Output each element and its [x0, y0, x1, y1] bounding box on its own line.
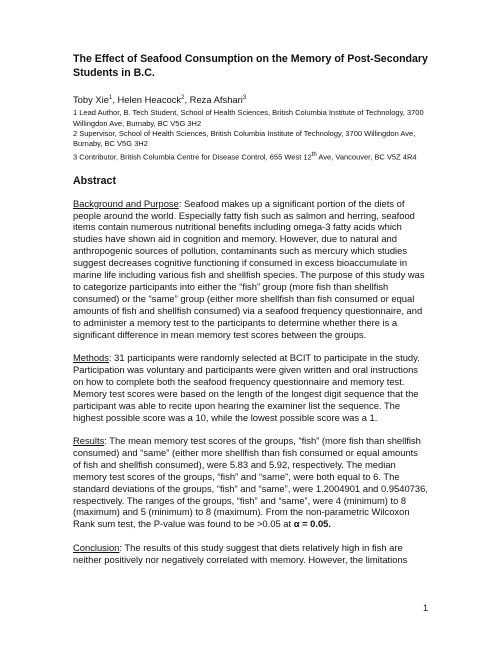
methods-paragraph [73, 352, 428, 423]
methods-text: : 31 participants were randomly selected at BCIT to participate in the study. Participation was voluntary and participants were given written and oral instructions on how to complete both the seafood frequency questionnaire and memory test. Memory test scores were based on the length of the longest digit sequence that the participant was able to recite upon hearing the examiner list the sequence. The highest possible score was a 10, while the lowest possible score was a 1. [73, 352, 420, 423]
paper-title: The Effect of Seafood Consumption on the Memory of Post-Secondary Students in B.C. [73, 53, 428, 79]
affiliation-text: Ave, Vancouver, BC V5Z 4R4 [316, 152, 417, 162]
results-text: : The mean memory test scores of the groups, “fish” (more fish than shellfish consumed) and “same” (either more shellfish than fish consumed or equal amounts of fish and shellfish consumed), were 5.83 and 5.92, respectively. The median memory test scores of the groups, “fish” and “same”, were both equal to 6. The standard deviations of the groups, “fish” and “same”, were 1.2004901 and 0.9540736, respectively. The ranges of the groups, “fish” and “same”, were 4 (minimum) to 8 (maximum) and 5 (minimum) to 8 (maximum). From the non-parametric Wilcoxon Rank sum test, the P-value was found to be >0.05 at [73, 434, 428, 530]
results-alpha: α = 0.05. [293, 518, 332, 530]
results-paragraph [73, 435, 428, 530]
background-text: : Seafood makes up a significant portion of the diets of people around the world. Especially fatty fish such as salmon and herring, seafood items contain numerous nutritional benefits including omega-3 fatty acids which studies have shown aid in cognition and memory. However, due to natural and anthropogenic sources of pollution, contaminants such as mercury which studies suggest decreases cognitive functioning if consumed in excess bioaccumulate in marine life including various fish and shellfish species. The purpose of this study was to categorize participants into either the “fish” group (more fish than shellfish consumed) or the “same” group (either more shellfish than fish consumed or equal amounts of fish and shellfish consumed) via a seafood frequency questionnaire, and to administer a memory test to the participants to determine whether there is a significant difference in mean memory test scores between the groups. [73, 197, 425, 340]
affiliation: 2 Supervisor, School of Health Sciences, British Columbia Institute of Technology, 3700 Willingdon Ave, Burnaby, BC V5G 3H2 [73, 128, 416, 149]
affiliation-superscript: th [311, 151, 317, 158]
author-name: Toby Xie [73, 94, 109, 106]
methods-label: Methods [73, 352, 109, 364]
author-separator: , [112, 94, 118, 106]
abstract-heading: Abstract [73, 174, 116, 187]
affiliation-text: 3 Contributor, British Columbia Centre for Disease Control, 655 West 12 [73, 152, 312, 162]
background-label: Background and Purpose [73, 197, 179, 209]
author-separator: , [184, 94, 190, 106]
author-name: Helen Heacock [117, 94, 182, 106]
author-name: Reza Afshari [189, 94, 243, 106]
conclusion-label: Conclusion [73, 541, 120, 553]
results-label: Results [73, 434, 105, 446]
background-paragraph [73, 198, 428, 341]
conclusion-text: : The results of this study suggest that diets relatively high in fish are neither positively nor negatively correlated with memory. However, the limitations [73, 541, 408, 565]
author-line [73, 92, 428, 106]
affiliations [73, 108, 428, 163]
author-superscript: 1 [108, 95, 113, 101]
affiliation: 1 Lead Author, B. Tech Student, School of Health Sciences, British Columbia Institute of Technology, 3700 Willingdon Ave, Burnaby, BC V5G 3H2 [73, 108, 424, 128]
affiliation [73, 150, 428, 163]
conclusion-paragraph [73, 542, 428, 566]
author-superscript: 2 [181, 95, 185, 101]
page-number: 1 [422, 603, 428, 613]
author-superscript: 3 [242, 95, 247, 101]
